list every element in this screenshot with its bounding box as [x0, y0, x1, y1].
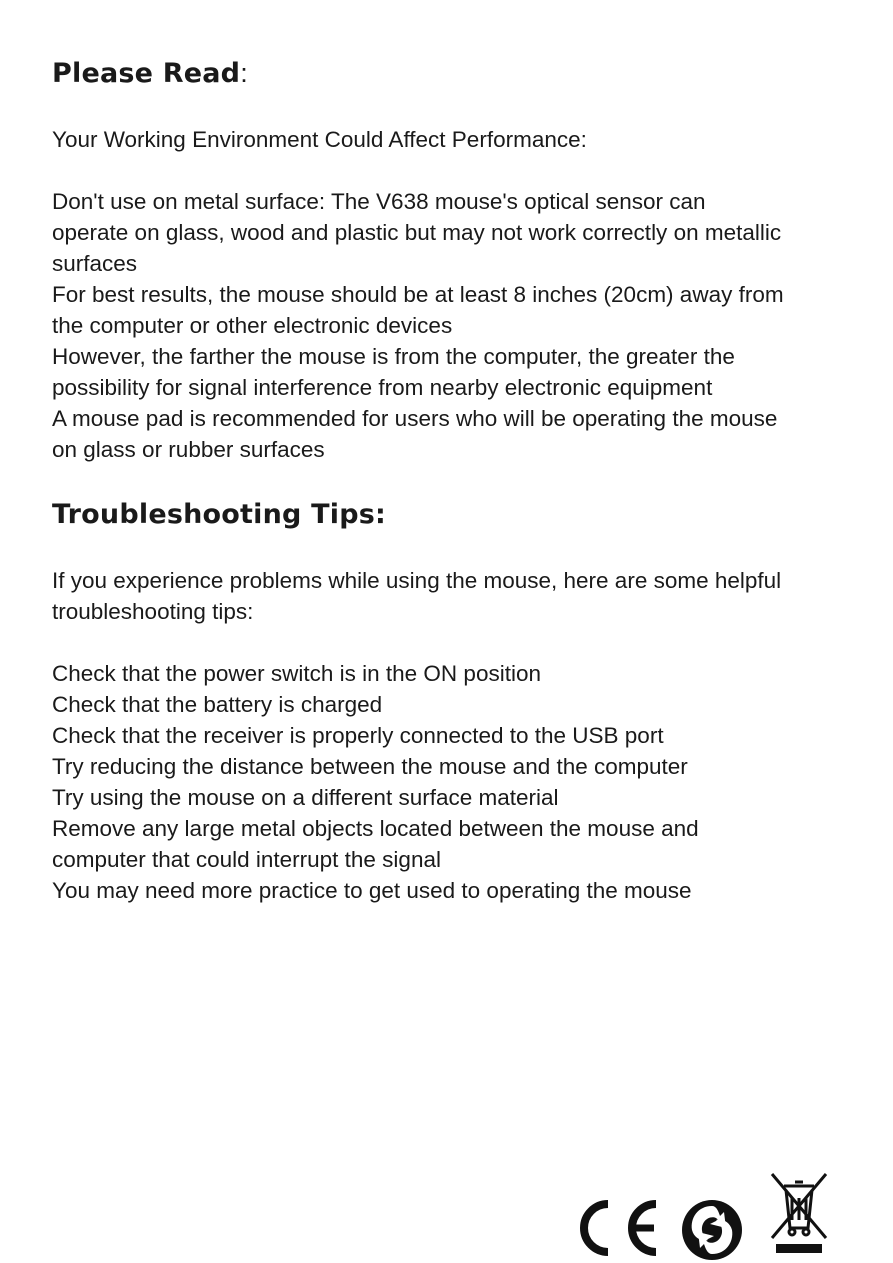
- ce-mark-icon: [568, 1198, 664, 1258]
- troubleshooting-tips: [52, 658, 852, 906]
- troubleshooting-intro-line: If you experience problems while using the mouse, here are some helpful: [52, 568, 782, 593]
- troubleshooting-intro-line: troubleshooting tips:: [52, 599, 254, 624]
- environment-note-line: possibility for signal interference from nearby electronic equipment: [52, 375, 713, 400]
- please-read-heading-text: Please Read: [52, 58, 241, 89]
- environment-intro-line: Your Working Environment Could Affect Performance:: [52, 127, 587, 152]
- troubleshooting-tip-line: You may need more practice to get used to operating the mouse: [52, 878, 692, 903]
- environment-note-line: For best results, the mouse should be at least 8 inches (20cm) away from: [52, 282, 784, 307]
- troubleshooting-tip-line: Check that the battery is charged: [52, 692, 383, 717]
- please-read-heading: [52, 58, 248, 89]
- green-dot-recycle-icon: [680, 1198, 744, 1262]
- troubleshooting-tip-line: computer that could interrupt the signal: [52, 847, 441, 872]
- environment-notes: [52, 186, 852, 465]
- environment-note-line: surfaces: [52, 251, 138, 276]
- troubleshooting-tip-line: Try reducing the distance between the mouse and the computer: [52, 754, 688, 779]
- environment-note-line: However, the farther the mouse is from the computer, the greater the: [52, 344, 735, 369]
- troubleshooting-tip-line: Try using the mouse on a different surface material: [52, 785, 559, 810]
- weee-crossed-bin-icon: [768, 1168, 830, 1256]
- environment-note-line: Don't use on metal surface: The V638 mouse's optical sensor can: [52, 189, 706, 214]
- troubleshooting-tip-line: Check that the power switch is in the ON position: [52, 661, 541, 686]
- environment-note-line: the computer or other electronic devices: [52, 313, 453, 338]
- troubleshooting-tip-line: Remove any large metal objects located between the mouse and: [52, 816, 699, 841]
- compliance-marks: [568, 1168, 838, 1258]
- troubleshooting-intro: [52, 565, 852, 627]
- troubleshooting-tip-line: Check that the receiver is properly connected to the USB port: [52, 723, 664, 748]
- troubleshooting-heading: Troubleshooting Tips:: [52, 499, 387, 530]
- environment-note-line: operate on glass, wood and plastic but may not work correctly on metallic: [52, 220, 782, 245]
- please-read-heading-colon: :: [240, 58, 248, 88]
- environment-note-line: on glass or rubber surfaces: [52, 437, 325, 462]
- environment-intro: [52, 124, 852, 155]
- environment-note-line: A mouse pad is recommended for users who will be operating the mouse: [52, 406, 778, 431]
